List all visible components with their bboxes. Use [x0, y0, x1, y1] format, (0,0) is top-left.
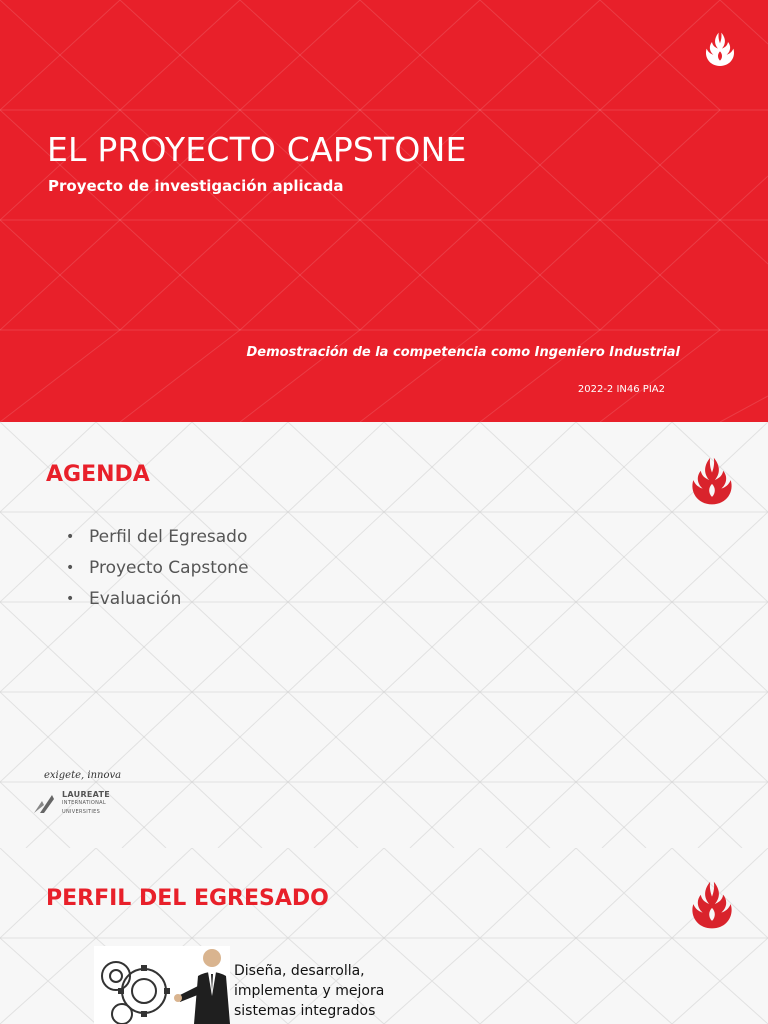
agenda-item: • Perfil del Egresado	[66, 525, 249, 556]
agenda-list	[66, 525, 249, 618]
laureate-line1: LAUREATE	[62, 790, 111, 799]
cover-subtitle: Proyecto de investigación aplicada	[48, 177, 344, 195]
laureate-line3: UNIVERSITIES	[62, 809, 101, 815]
agenda-heading: AGENDA	[46, 462, 150, 487]
perfil-heading: PERFIL DEL EGRESADO	[46, 886, 329, 911]
agenda-slide	[0, 422, 768, 848]
perfil-description: Diseña, desarrolla, implementa y mejora sistemas integrados	[234, 963, 385, 1019]
agenda-item: • Proyecto Capstone	[66, 556, 249, 587]
upc-logo-icon	[700, 30, 740, 70]
laureate-logo	[32, 790, 110, 817]
bullet-icon: •	[66, 560, 75, 576]
bullet-icon: •	[66, 591, 75, 607]
businessman-gears-photo	[94, 946, 230, 1024]
laureate-line2: INTERNATIONAL	[62, 800, 106, 806]
bullet-icon: •	[66, 529, 75, 545]
cover-slide	[0, 0, 768, 422]
slogan: exigete, innova	[44, 770, 122, 781]
course-code: 2022-2 IN46 PIA2	[577, 384, 665, 395]
cover-tagline: Demostración de la competencia como Ingeniero Industrial	[246, 345, 680, 360]
perfil-slide	[0, 848, 768, 1024]
agenda-item: • Evaluación	[66, 587, 249, 618]
upc-logo-icon	[684, 454, 740, 510]
businessman-gears-icon	[94, 946, 230, 1024]
upc-logo-icon	[684, 878, 740, 934]
cover-title: EL PROYECTO CAPSTONE	[47, 130, 467, 169]
laureate-leaf-icon	[32, 793, 56, 815]
